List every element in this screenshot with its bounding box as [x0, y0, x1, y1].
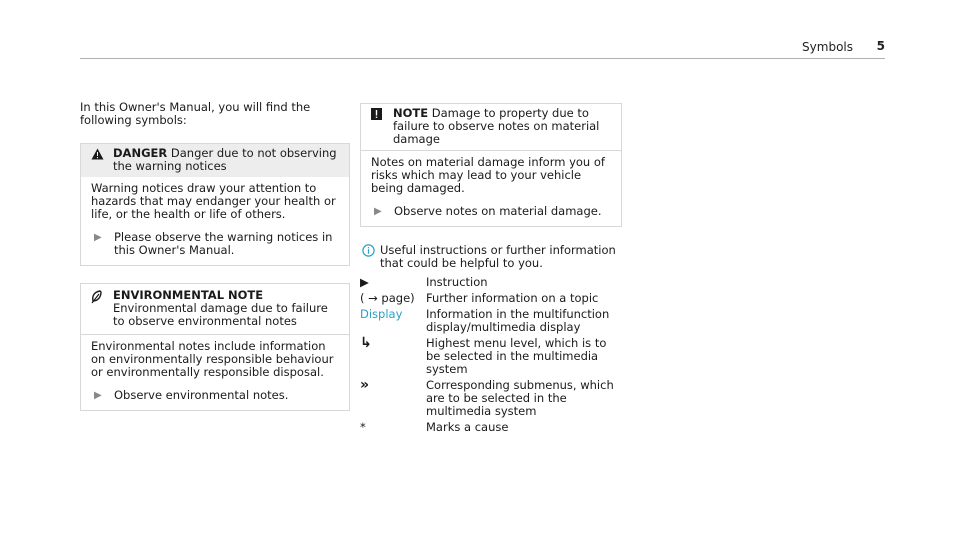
symbol-row [360, 308, 622, 334]
page-number: 5 [876, 39, 885, 53]
symbol-description: Corresponding submenus, which are to be selected in the multimedia system [426, 378, 614, 418]
danger-body [81, 177, 349, 265]
symbol-description: Highest menu level, which is to be selected in the multimedia system [426, 336, 607, 376]
exclamation-square-icon [371, 107, 393, 123]
environmental-title: Environmental damage due to failure to observe environmental notes [113, 301, 328, 328]
note-box [360, 103, 622, 227]
symbol-description: Instruction [426, 275, 488, 289]
note-body-text: Notes on material damage inform you of risks which may lead to your vehicle being damaged. [371, 155, 605, 195]
header-rule [80, 58, 885, 59]
environmental-box [80, 283, 350, 411]
environmental-header [81, 284, 349, 334]
instruction-arrow-icon: ▶ [94, 232, 102, 243]
danger-title: Danger due to not observing the warning notices [113, 146, 337, 173]
left-column [80, 101, 350, 428]
page-header-title: Symbols [802, 40, 853, 54]
menu-level-arrow-icon: ↳ [360, 335, 372, 351]
symbol-description: Information in the multifunction display/multimedia display [426, 307, 610, 334]
note-title: Damage to property due to failure to observe notes on material damage [393, 106, 600, 146]
environmental-instruction [91, 389, 339, 402]
symbol-row [360, 337, 622, 376]
intro-text: In this Owner's Manual, you will find the following symbols: [80, 100, 311, 127]
note-body [361, 150, 621, 226]
instruction-arrow-icon: ▶ [374, 206, 382, 217]
danger-instruction [91, 231, 339, 257]
note-header [361, 104, 621, 150]
environmental-body-text: Environmental notes include information on environmentally responsible behaviour or environmentally responsible disposal. [91, 339, 334, 379]
danger-box [80, 143, 350, 266]
environmental-heading [113, 289, 339, 328]
environmental-body [81, 334, 349, 410]
instruction-symbol: ▶ [360, 275, 369, 289]
info-icon [362, 244, 380, 270]
danger-body-text: Warning notices draw your attention to hazards that may endanger your health or life, or the health or life of others. [91, 181, 336, 221]
note-instruction-text: Observe notes on material damage. [394, 204, 602, 218]
symbol-description: Further information on a topic [426, 291, 599, 305]
page-reference-symbol: ( → page) [360, 291, 415, 305]
right-column [360, 103, 622, 437]
display-symbol: Display [360, 307, 403, 321]
symbol-row [360, 421, 622, 434]
danger-label: DANGER [113, 146, 168, 160]
submenu-double-arrow-icon: » [360, 377, 370, 393]
symbol-row [360, 292, 622, 305]
danger-heading [113, 147, 339, 173]
symbol-table [360, 276, 622, 434]
useful-info-text: Useful instructions or further information that could be helpful to you. [380, 243, 616, 270]
asterisk-symbol: * [360, 420, 366, 434]
useful-info [362, 244, 622, 270]
symbol-row [360, 379, 622, 418]
instruction-arrow-icon: ▶ [94, 390, 102, 401]
symbol-description: Marks a cause [426, 420, 509, 434]
symbol-row [360, 276, 622, 289]
environment-leaf-icon [91, 289, 113, 307]
note-label: NOTE [393, 106, 429, 120]
warning-triangle-icon [91, 147, 113, 163]
environmental-label: ENVIRONMENTAL NOTE [113, 288, 264, 302]
environmental-instruction-text: Observe environmental notes. [114, 388, 289, 402]
danger-instruction-text: Please observe the warning notices in this Owner's Manual. [114, 230, 333, 257]
note-heading [393, 107, 611, 146]
note-instruction [371, 205, 611, 218]
danger-header [81, 144, 349, 177]
